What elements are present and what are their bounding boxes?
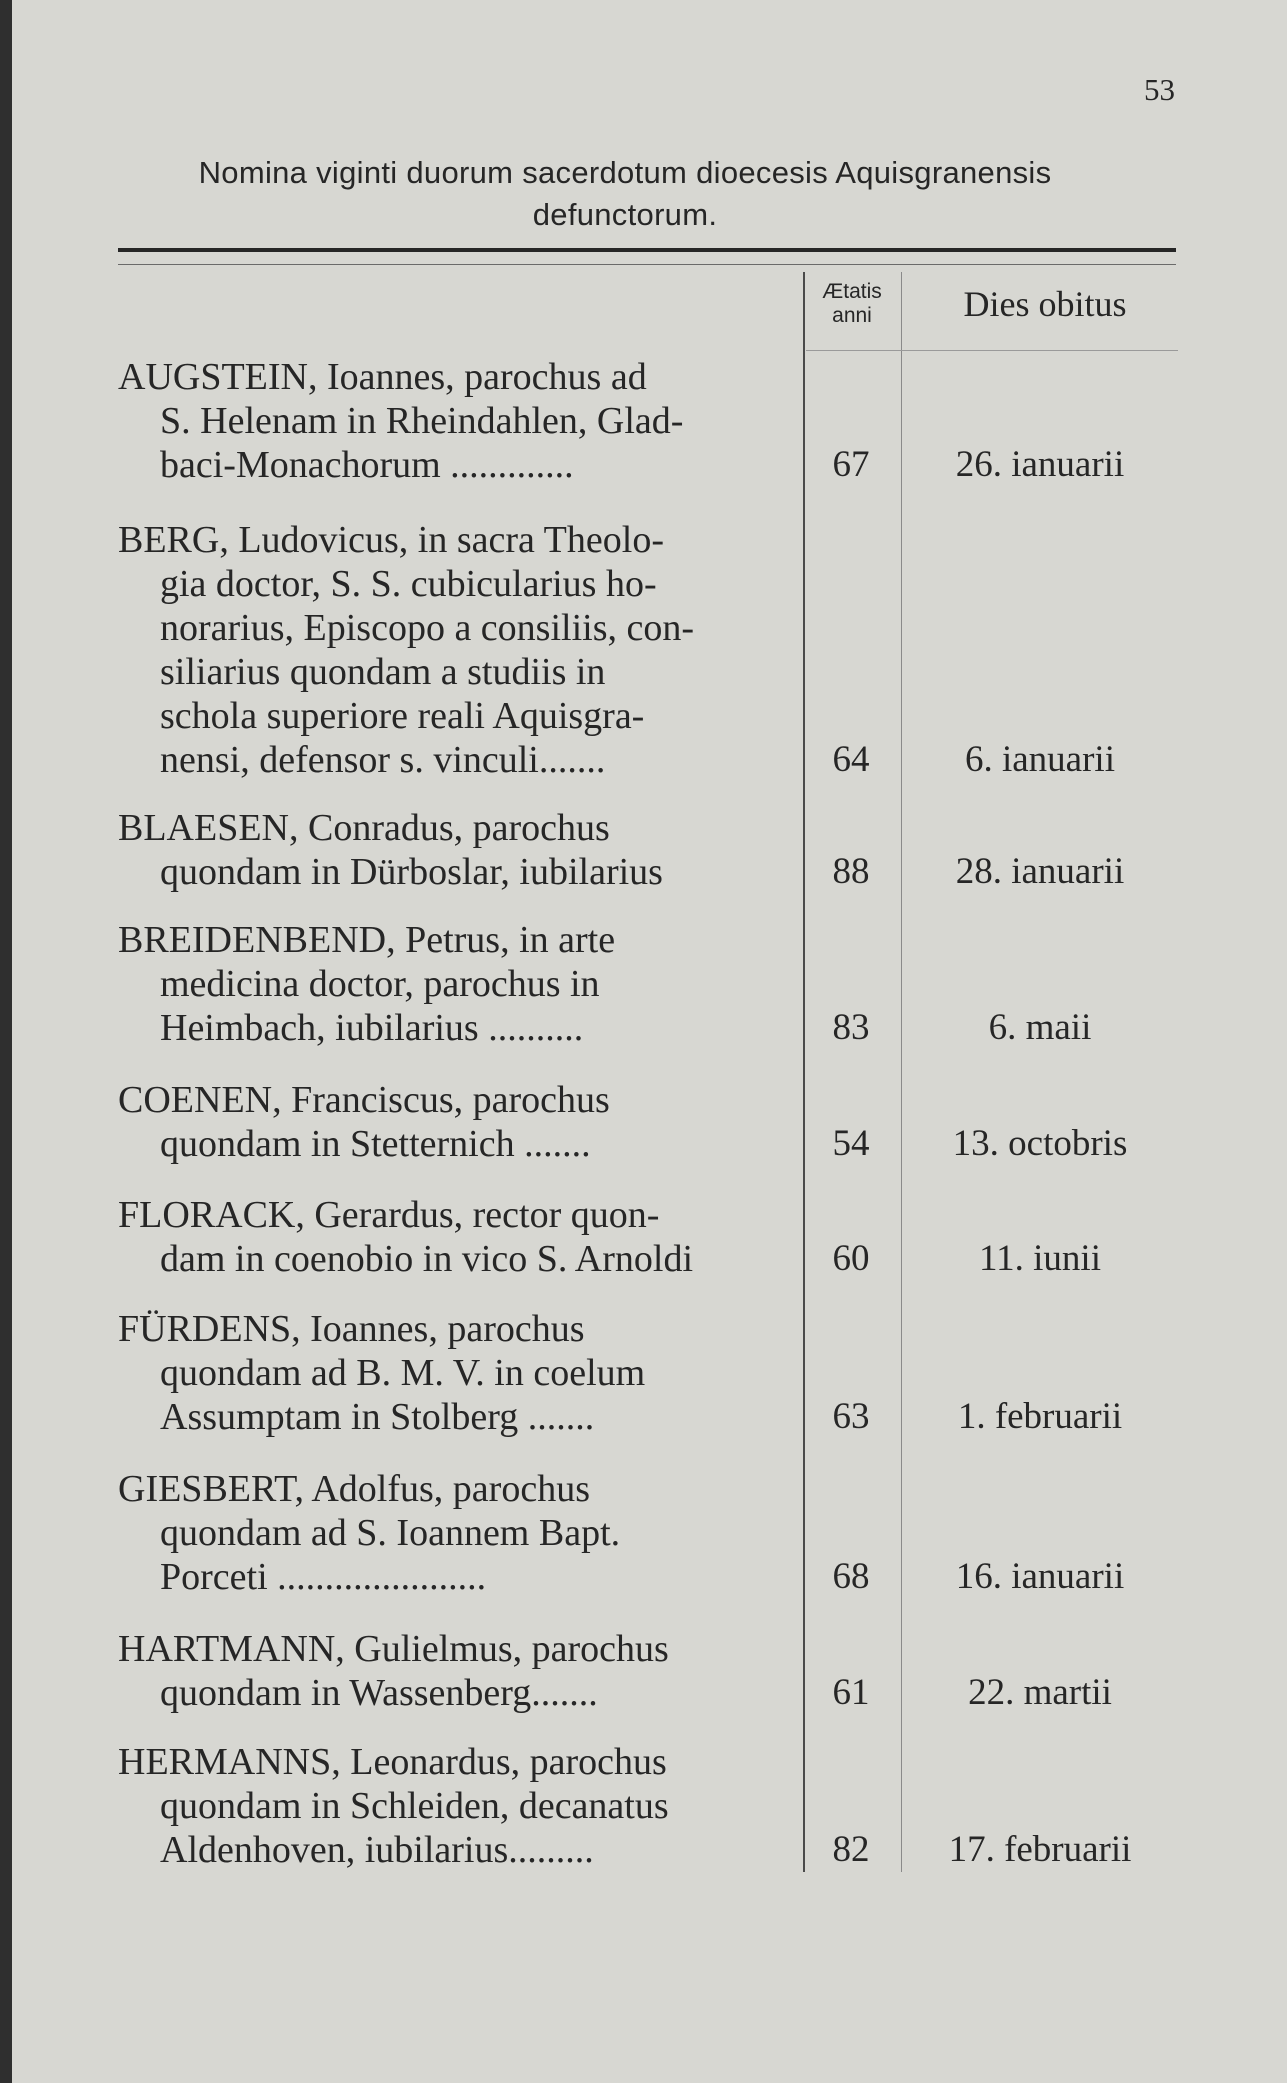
entry-death-date: 17. februarii [948,1829,1132,1870]
entry-text-line: S. Helenam in Rheindahlen, Glad- [160,400,684,442]
title-rule-thick [118,248,1176,252]
entry-age: 82 [832,1829,870,1870]
entry-death-date: 6. maii [988,1007,1092,1048]
entry-death-date: 13. octobris [952,1123,1128,1164]
entry-name-line: FLORACK, Gerardus, rector quon- [118,1194,660,1236]
entry-text-line: gia doctor, S. S. cubicularius ho- [160,563,657,605]
title-rule-thin [118,264,1176,265]
entry-death-date: 16. ianuarii [955,1556,1125,1597]
column-header-date: Dies obitus [963,284,1127,324]
entry-death-date: 22. martii [968,1672,1112,1713]
entry-text-line: baci-Monachorum ............. [160,444,574,486]
column-header-age [803,280,901,328]
entry-name-line: BREIDENBEND, Petrus, in arte [118,919,616,961]
entry-text-line: Porceti ...................... [160,1556,487,1598]
entry-text-line: Assumptam in Stolberg ....... [160,1396,595,1438]
entry-age: 54 [832,1123,870,1164]
entry-text-line: medicina doctor, parochus in [160,963,600,1005]
entry-text-line: Heimbach, iubilarius .......... [160,1007,584,1049]
entry-age: 61 [832,1672,870,1713]
obituary-entry [118,1740,798,1872]
entry-name-line: COENEN, Franciscus, parochus [118,1079,610,1121]
page-title [120,152,1130,236]
entry-death-date: 26. ianuarii [955,444,1125,485]
entry-age: 88 [832,851,870,892]
entry-text-line: schola superiore reali Aquisgra- [160,695,645,737]
entry-age: 64 [832,739,870,780]
entry-name-line: HARTMANN, Gulielmus, parochus [118,1628,669,1670]
column-header-age-line-1: Ætatis [822,280,882,303]
page-number: 53 [1144,72,1175,107]
column-header-rule [806,350,1178,351]
entry-text-line: dam in coenobio in vico S. Arnoldi [160,1238,694,1280]
obituary-entry [118,1307,798,1439]
entry-age: 60 [832,1238,870,1279]
obituary-entry [118,918,798,1050]
title-line-1: Nomina viginti duorum sacerdotum dioecesis Aquisgranensis [198,155,1052,190]
entry-text-line: siliarius quondam a studiis in [160,651,606,693]
entry-name-line: FÜRDENS, Ioannes, parochus [118,1308,585,1350]
entry-death-date: 28. ianuarii [955,851,1125,892]
column-header-age-line-2: anni [832,304,872,327]
entry-age: 68 [832,1556,870,1597]
entry-text-line: norarius, Episcopo a consiliis, con- [160,607,695,649]
entry-death-date: 6. ianuarii [964,739,1115,780]
obituary-entry [118,518,798,782]
entry-age: 63 [832,1396,870,1437]
entry-text-line: quondam ad B. M. V. in coelum [160,1352,646,1394]
title-line-2: defunctorum. [532,197,718,232]
obituary-entry [118,1078,798,1166]
entry-age: 83 [832,1007,870,1048]
entry-text-line: quondam in Schleiden, decanatus [160,1785,669,1827]
entry-text-line: Aldenhoven, iubilarius......... [160,1829,594,1871]
column-divider-left [803,272,805,1872]
entry-name-line: HERMANNS, Leonardus, parochus [118,1741,667,1783]
entry-text-line: quondam in Wassenberg....... [160,1672,598,1714]
entry-death-date: 1. februarii [957,1396,1123,1437]
entry-name-line: BERG, Ludovicus, in sacra Theolo- [118,519,664,561]
entry-name-line: AUGSTEIN, Ioannes, parochus ad [118,356,647,398]
obituary-entry [118,1627,798,1715]
column-divider-right [901,272,902,1872]
entry-name-line: BLAESEN, Conradus, parochus [118,807,610,849]
entry-age: 67 [832,444,870,485]
obituary-entry [118,1467,798,1599]
page-binding-edge [0,0,12,2083]
obituary-entry [118,1193,798,1281]
entry-death-date: 11. iunii [979,1238,1101,1279]
entry-text-line: nensi, defensor s. vinculi....... [160,739,606,781]
entry-text-line: quondam in Dürboslar, iubilarius [160,851,663,893]
entry-name-line: GIESBERT, Adolfus, parochus [118,1468,590,1510]
entry-text-line: quondam ad S. Ioannem Bapt. [160,1512,621,1554]
entry-text-line: quondam in Stetternich ....... [160,1123,591,1165]
obituary-entry [118,806,798,894]
obituary-entry [118,355,798,487]
